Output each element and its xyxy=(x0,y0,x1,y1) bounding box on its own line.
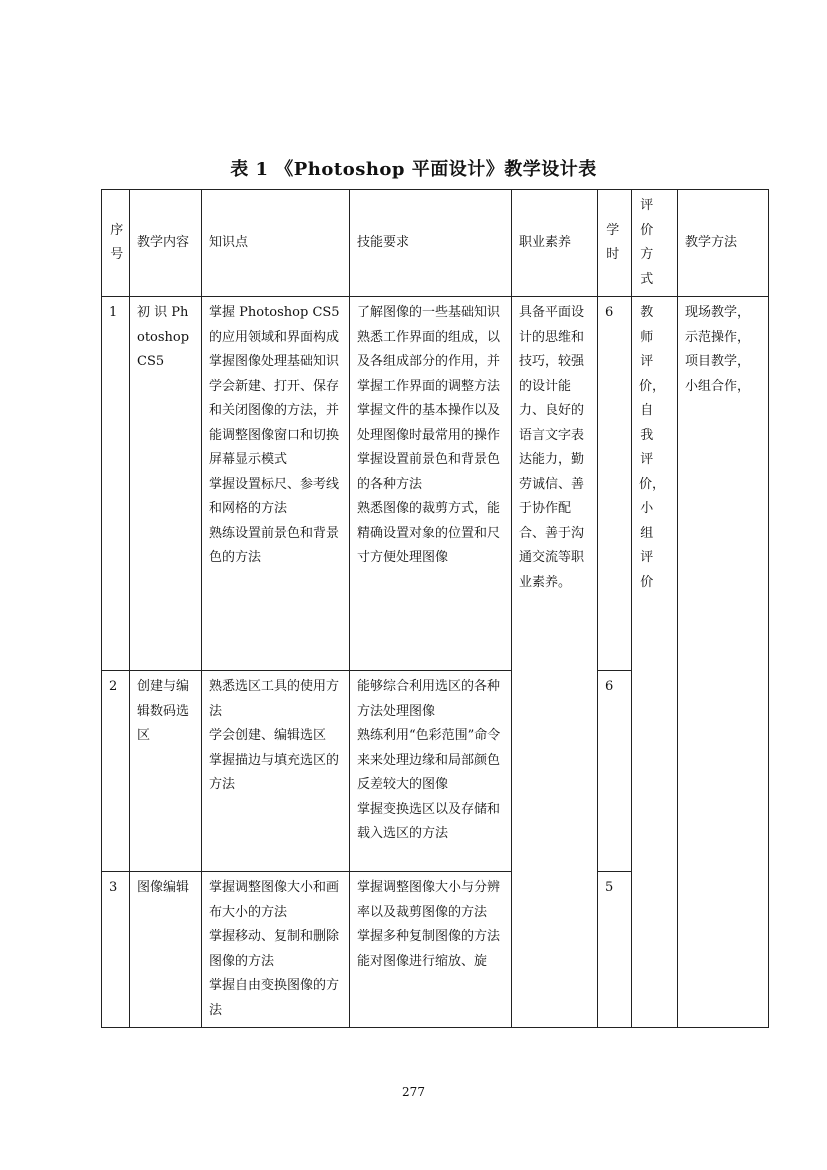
row2-content: 创建与编辑数码选区 xyxy=(130,671,202,872)
row2-hours: 6 xyxy=(598,671,632,872)
header-skills: 技能要求 xyxy=(350,190,512,297)
row1-hours: 6 xyxy=(598,297,632,671)
teaching-design-table xyxy=(101,189,769,1028)
header-quality: 职业素养 xyxy=(512,190,598,297)
row3-skills: 掌握调整图像大小与分辨率以及裁剪图像的方法 掌握多种复制图像的方法 能对图像进行缩放、旋 xyxy=(350,872,512,1028)
row1-skills: 了解图像的一些基础知识 熟悉工作界面的组成，以及各组成部分的作用，并掌握工作界面的调整方法 掌握文件的基本操作以及处理图像时最常用的操作 掌握设置前景色和背景色的各种方法 熟悉图像的裁剪方式，能精确设置对象的位置和尺寸方便处理图像 xyxy=(350,297,512,671)
row3-seq: 3 xyxy=(102,872,130,1028)
header-method: 教学方法 xyxy=(678,190,769,297)
row1-seq: 1 xyxy=(102,297,130,671)
method-cell: 现场教学，示范操作，项目教学，小组合作， xyxy=(678,297,769,1028)
table-title: 表 1 《Photoshop 平面设计》教学设计表 xyxy=(230,159,597,180)
row3-hours: 5 xyxy=(598,872,632,1028)
page-number: 277 xyxy=(402,1085,425,1099)
header-content: 教学内容 xyxy=(130,190,202,297)
row1-knowledge: 掌握 Photoshop CS5 的应用领域和界面构成 掌握图像处理基础知识 学会新建、打开、保存和关闭图像的方法，并能调整图像窗口和切换屏幕显示模式 掌握设置标尺、参考线和网格的方法 熟练设置前景色和背景色的方法 xyxy=(202,297,350,671)
evaluation-cell: 教师评价，自我评价，小组评价 xyxy=(632,297,678,1028)
row2-seq: 2 xyxy=(102,671,130,872)
row2-skills: 能够综合利用选区的各种方法处理图像 熟练利用“色彩范围”命令来来处理边缘和局部颜色反差较大的图像 掌握变换选区以及存储和载入选区的方法 xyxy=(350,671,512,872)
header-seq: 序号 xyxy=(102,190,130,297)
row1-content xyxy=(130,297,202,671)
header-knowledge: 知识点 xyxy=(202,190,350,297)
row3-content: 图像编辑 xyxy=(130,872,202,1028)
row1-content-text: 初 识 Photoshop CS5 xyxy=(137,305,194,369)
row2-knowledge: 熟悉选区工具的使用方法 学会创建、编辑选区 掌握描边与填充选区的方法 xyxy=(202,671,350,872)
table-row xyxy=(102,297,769,671)
header-hours: 学时 xyxy=(598,190,632,297)
row3-knowledge: 掌握调整图像大小和画布大小的方法 掌握移动、复制和删除图像的方法 掌握自由变换图像的方法 xyxy=(202,872,350,1028)
quality-cell: 具备平面设计的思维和技巧，较强的设计能力、良好的语言文字表达能力，勤劳诚信、善于协作配合、善于沟通交流等职业素养。 xyxy=(512,297,598,1028)
header-row xyxy=(102,190,769,297)
header-evaluation: 评价方式 xyxy=(632,190,678,297)
